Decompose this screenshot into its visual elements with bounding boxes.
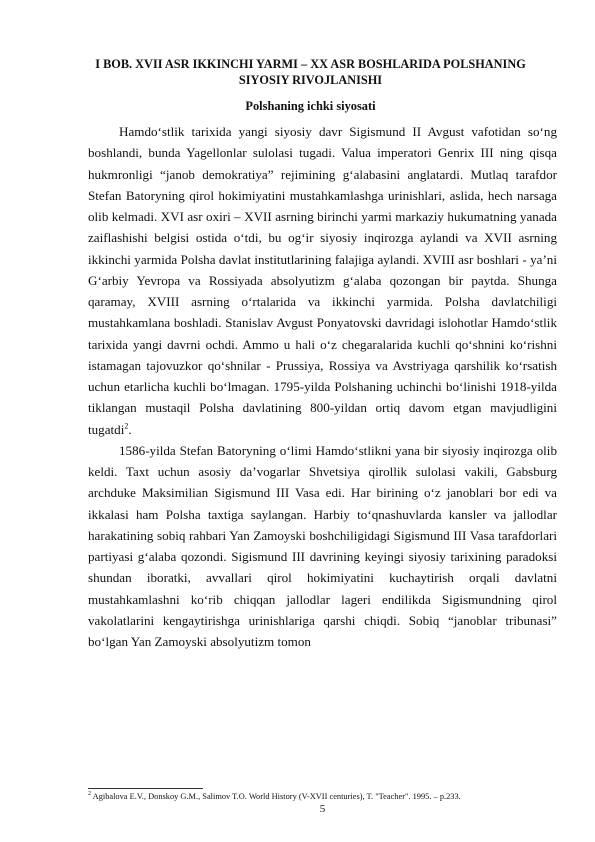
paragraph-2: 1586-yilda Stefan Batoryning o‘limi Hamdo‘stlikni yana bir siyosiy inqirozga olib keldi. Taxt uchun asosiy da’vogarlar Shvetsiya qirollik sulolasi vakili, Gabsburg archduke Maksimilian Sigismund III Vasa edi. Har birining o‘z janoblari bor edi va ikkalasi ham Polsha taxtiga saylangan. Harbiy to‘qnashuvlarda kansler va jallodlar harakatining sobiq rahbari Yan Zamoyski boshchiligidagi Sigismund III Vasa tarafdorlari partiyasi g‘alaba qozondi. Sigismund III davrining keyingi siyosiy tarixining paradoksi shundan iboratki, avvallari qirol hokimiyatini kuchaytirish orqali davlatni mustahkamlashni ko‘rib chiqqan jallodlar lageri endilikda Sigismundning qirol vakolatlarini kengaytirishga urinishlariga qarshi chiqdi. Sobiq “janoblar tribunasi” bo‘lgan Yan Zamoyski absolyutizm tomon — [88, 442, 557, 649]
page-number: 5 — [319, 803, 326, 815]
chapter-title: I BOB. XVII ASR IKKINCHI YARMI – XX ASR BOSHLARIDA POLSHANING SIYOSIY RIVOJLANISHI — [95, 57, 526, 87]
footnote-divider — [88, 788, 203, 789]
footnote-reference[interactable]: 2 — [124, 421, 129, 431]
section-title: Polshaning ichki siyosati — [245, 99, 376, 113]
footnote-number: 2 — [88, 791, 91, 798]
body-text — [88, 121, 557, 652]
paragraph-1 — [88, 121, 557, 440]
paragraph-1-text: Hamdo‘stlik tarixida yangi siyosiy davr Sigismund II Avgust vafotidan so‘ng boshlandi, bunda Yagellonlar sulolasi tugadi. Valua imperatori Genrix III ning qisqa hukmronligi “janob demokratiya” rejimining g‘alabasini anglatardi. Mutlaq tarafdor Stefan Batoryning qirol hokimiyatini mustahkamlashga urinishlari, aslida, hech narsaga olib kelmadi. XVI asr oxiri – XVII asrning birinchi yarmi markaziy hukumatning yanada zaiflashishi belgisi ostida o‘tdi, bu og‘ir siyosiy inqirozga aylandi va XVII asrning ikkinchi yarmida Polsha davlat institutlarining falajiga aylandi. XVIII asr boshlari - ya’ni G‘arbiy Yevropa va Rossiyada absolyutizm g‘alaba qozongan bir paytda. Shunga qaramay, XVIII asrning o‘rtalarida va ikkinchi yarmida. Polsha davlatchiligi mustahkamlana boshladi. Stanislav Avgust Ponyatovski davridagi islohotlar Hamdo‘stlik tarixida yangi davrni ochdi. Ammo u hali o‘z chegaralarida kuchli qo‘shnini ko‘rishni istamagan tajovuzkor qo‘shnilar - Prussiya, Rossiya va Avstriyaga qarshilik ko‘rsatish uchun etarlicha kuchli bo‘lmagan. 1795-yilda Polshaning uchinchi bo‘linishi 1918-yilda tiklangan mustaqil Polsha davlatining 800-yildan ortiq davom etgan mavjudligini tugatdi — [88, 124, 557, 437]
paragraph-1-end: . — [128, 421, 132, 437]
footnote — [88, 792, 557, 802]
footnote-text: Agibalova E.V., Donskoy G.M., Salimov T.O. World History (V-XVII centuries), T. "Teacher". 1995. – p.233. — [92, 792, 461, 801]
